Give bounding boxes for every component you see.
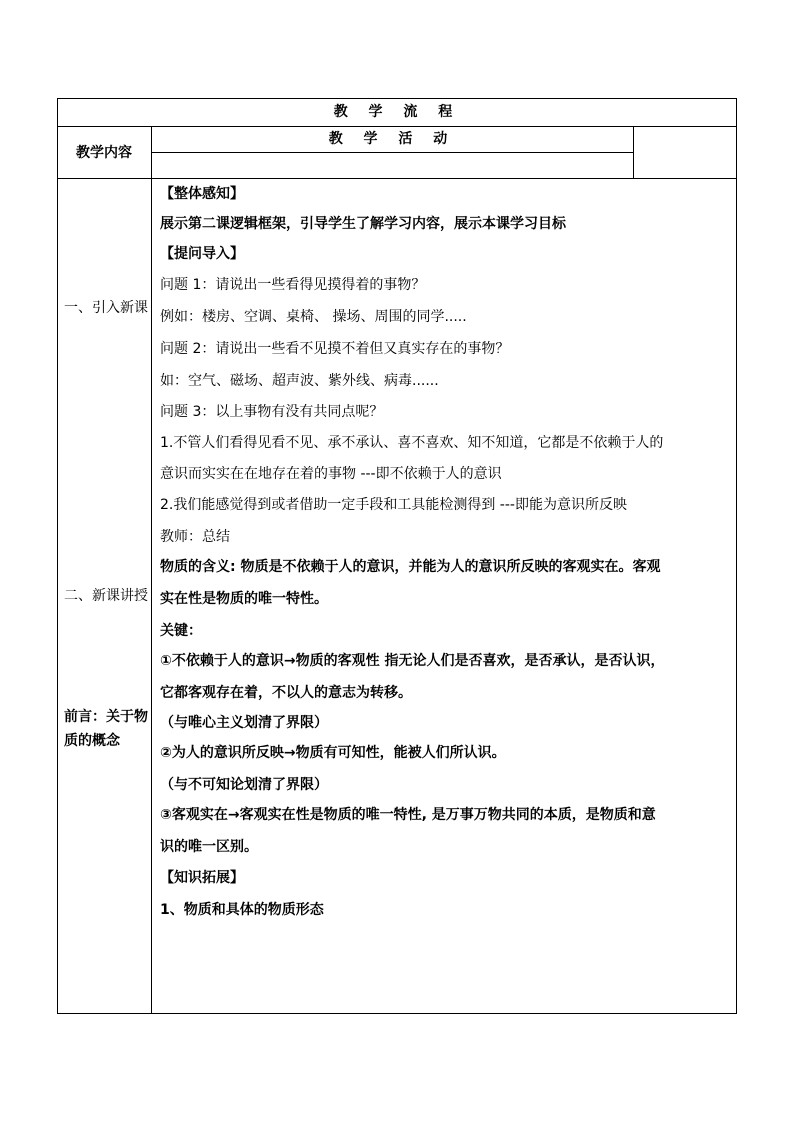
- content-line: 2.我们能感觉得到或者借助一定手段和工具能检测得到 ---即能为意识所反映: [160, 497, 627, 513]
- content-line: 问题 3：以上事物有没有共同点呢？: [160, 404, 384, 420]
- content-line: 【提问导入】: [160, 246, 244, 262]
- table-border-top: [57, 98, 737, 99]
- content-line: 物质的含义: 物质是不依赖于人的意识，并能为人的意识所反映的客观实在。客观: [160, 559, 661, 575]
- content-line: 关键：: [160, 623, 202, 639]
- content-line: 1.不管人们看得见看不见、承不承认、喜不喜欢、知不知道，它都是不依赖于人的: [160, 435, 664, 451]
- content-line: 意识而实实在在地存在着的事物 ---即不依赖于人的意识: [160, 466, 502, 482]
- table-divider-header: [57, 178, 737, 179]
- content-line: 如：空气、磁场、超声波、紫外线、病毒......: [160, 373, 439, 389]
- content-line: 【知识拓展】: [160, 870, 244, 886]
- table-border-right: [736, 98, 737, 1014]
- table-divider-activity-inner: [151, 152, 633, 153]
- content-line: ①不依赖于人的意识→物质的客观性 指无论人们是否喜欢，是否承认，是否认识，: [160, 653, 665, 669]
- column-header-content: 教学内容: [76, 145, 132, 161]
- table-title: 教 学 流 程: [333, 104, 461, 120]
- content-line: 实在性是物质的唯一特性。: [160, 591, 328, 607]
- content-line: 它都客观存在着，不以人的意志为转移。: [160, 685, 412, 701]
- content-line: 识的唯一区别。: [160, 839, 258, 855]
- content-line: 教师：总结: [160, 529, 230, 545]
- table-divider-col1: [151, 126, 152, 1014]
- section-label-preface: 前言：关于物质的概念: [64, 709, 148, 749]
- table-divider-title: [57, 126, 737, 127]
- table-border-bottom: [57, 1013, 737, 1014]
- content-line: ③客观实在→客观实在性是物质的唯一特性, 是万事万物共同的本质，是物质和意: [160, 807, 656, 823]
- column-header-activity: 教 学 活 动: [328, 131, 456, 147]
- section-label-intro: 一、引入新课: [64, 300, 148, 316]
- table-border-left: [57, 98, 58, 1014]
- content-line: 1、物质和具体的物质形态: [160, 902, 324, 918]
- content-line: 例如：楼房、空调、桌椅、 操场、周围的同学.....: [160, 309, 467, 325]
- content-line: （与唯心主义划清了界限）: [160, 715, 328, 731]
- content-line: 【整体感知】: [160, 186, 244, 202]
- content-line: 问题 1：请说出一些看得见摸得着的事物？: [160, 277, 426, 293]
- content-line: ②为人的意识所反映→物质有可知性，能被人们所认识。: [160, 745, 506, 761]
- section-label-new-lesson: 二、新课讲授: [64, 588, 148, 604]
- content-line: 问题 2：请说出一些看不见摸不着但又真实存在的事物？: [160, 341, 510, 357]
- content-line: （与不可知论划清了界限）: [160, 777, 328, 793]
- table-divider-col-activity: [633, 126, 634, 179]
- content-line: 展示第二课逻辑框架，引导学生了解学习内容，展示本课学习目标: [160, 216, 566, 232]
